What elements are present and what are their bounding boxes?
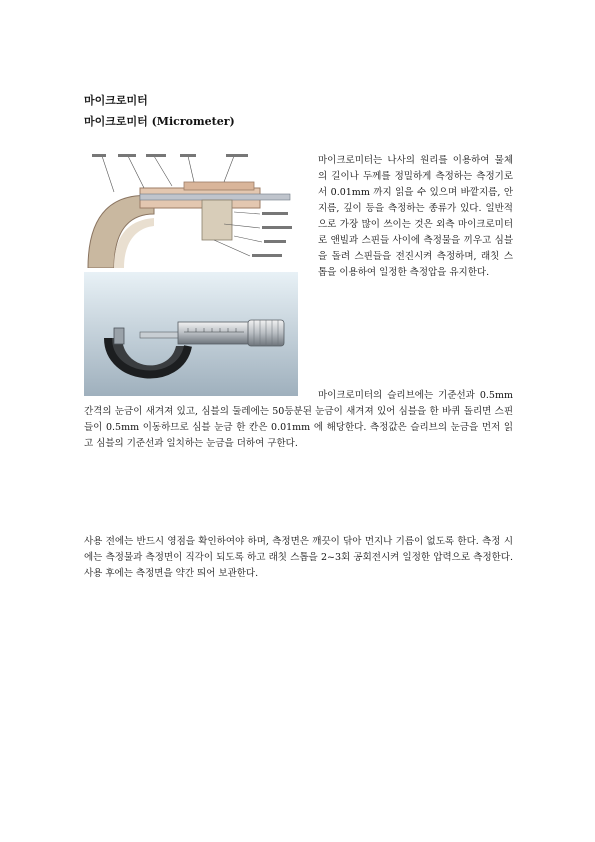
paragraph-1: 마이크로미터는 나사의 원리를 이용하여 물체의 길이나 두께를 정밀하게 측정하는 측정기로서 0.01mm 까지 읽을 수 있으며 바깥지름, 안지름, 깊이 등을 측정하는 종류가 있다. 일반적으로 가장 많이 쓰이는 것은 외측 마이크로미터로 앤빌과 스핀들 사이에 측정물을 끼우고 심블을 돌려 스핀들을 전진시켜 측정하며, 래칫 스톱을 이용하여 일정한 측정압을 유지한다. — [318, 155, 513, 278]
micrometer-photo — [84, 272, 298, 396]
section-subheading: 마이크로미터 (Micrometer) — [84, 115, 235, 128]
paragraph-3: 사용 전에는 반드시 영점을 확인하여야 하며, 측정면은 깨끗이 닦아 먼지나 기름이 없도록 한다. 측정 시에는 측정물과 측정면이 직각이 되도록 하고 래칫 스톱을 2~3회 공회전시켜 일정한 압력으로 측정한다. 사용 후에는 측정면을 약간 띄어 보관한다. — [84, 536, 513, 579]
paragraph-2: 마이크로미터의 슬리브에는 기준선과 0.5mm 간격의 눈금이 새겨져 있고, 심블의 둘레에는 50등분된 눈금이 새겨져 있어 심블을 한 바퀴 돌리면 스핀들이 0.5mm 이동하므로 심블 눈금 한 칸은 0.01mm 에 해당한다. 측정값은 슬리브의 눈금을 먼저 읽고 심블의 기준선과 일치하는 눈금을 더하여 구한다. — [84, 390, 513, 449]
figure-block — [84, 152, 298, 396]
micrometer-diagram — [84, 152, 298, 268]
section-heading: 마이크로미터 — [84, 94, 148, 107]
